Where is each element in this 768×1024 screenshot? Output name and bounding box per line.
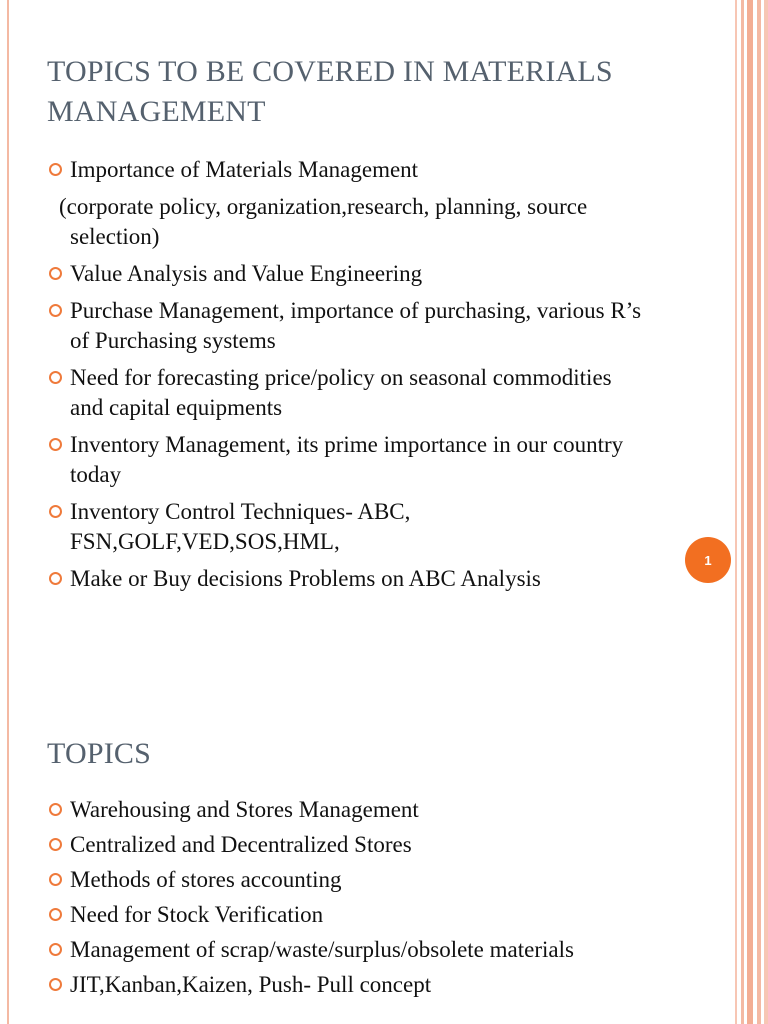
list-item [47,865,647,894]
right-border-rule [735,0,737,642]
right-border-rule [764,642,768,1024]
bullet-icon [49,943,62,956]
right-border-rule [757,0,761,642]
list-item-text: Management of scrap/waste/surplus/obsolete materials [70,937,574,962]
list-item [47,363,647,423]
list-item [47,259,647,289]
list-item-text: Warehousing and Stores Management [70,797,419,822]
topic-list [47,795,647,1005]
list-item [47,935,647,964]
bullet-icon [49,572,62,585]
right-border-rule [741,0,744,642]
list-item [47,430,647,490]
list-item-text: Importance of Materials Management [70,157,419,182]
list-item-text: Centralized and Decentralized Stores [70,832,412,857]
list-item-text: Value Analysis and Value Engineering [70,261,423,286]
list-item [47,564,647,594]
bullet-icon [49,371,62,384]
bullet-icon [49,304,62,317]
bullet-icon [49,838,62,851]
right-border-rule [747,0,753,642]
list-item-text: (corporate policy, organization,research, planning, source selection) [59,194,588,249]
left-border-rule [7,642,9,1024]
list-item-text: JIT,Kanban,Kaizen, Push- Pull concept [70,972,432,997]
left-border-rule [7,0,9,642]
right-border-rule [757,642,761,1024]
list-item-text: Inventory Control Techniques- ABC, FSN,GOLF,VED,SOS,HML, [70,499,411,554]
page-number-badge: 1 [685,537,731,583]
right-border-rule [741,642,744,1024]
list-item [47,970,647,999]
bullet-icon [49,267,62,280]
bullet-icon [49,438,62,451]
list-item-text: Make or Buy decisions Problems on ABC Analysis [70,566,541,591]
list-item-text: Methods of stores accounting [70,867,342,892]
topic-list [47,155,647,601]
right-border-rule [747,642,753,1024]
list-item-continuation [47,192,647,252]
list-item [47,795,647,824]
list-item-text: Need for forecasting price/policy on seasonal commodities and capital equipments [70,365,612,420]
right-border-rule [764,0,768,642]
bullet-icon [49,873,62,886]
list-item [47,155,647,185]
list-item [47,900,647,929]
list-item-text: Purchase Management, importance of purchasing, various R’s of Purchasing systems [70,298,642,353]
list-item [47,497,647,557]
bullet-icon [49,803,62,816]
bullet-icon [49,505,62,518]
bullet-icon [49,908,62,921]
bullet-icon [49,978,62,991]
list-item [47,296,647,356]
slide-title: TOPICS TO BE COVERED IN MATERIALS MANAGEMENT [47,55,613,128]
list-item-text: Inventory Management, its prime importance in our country today [70,432,624,487]
slide-title: TOPICS [47,737,152,770]
list-item [47,830,647,859]
right-border-rule [735,642,737,1024]
bullet-icon [49,163,62,176]
list-item-text: Need for Stock Verification [70,902,324,927]
slide-2 [0,642,768,1024]
